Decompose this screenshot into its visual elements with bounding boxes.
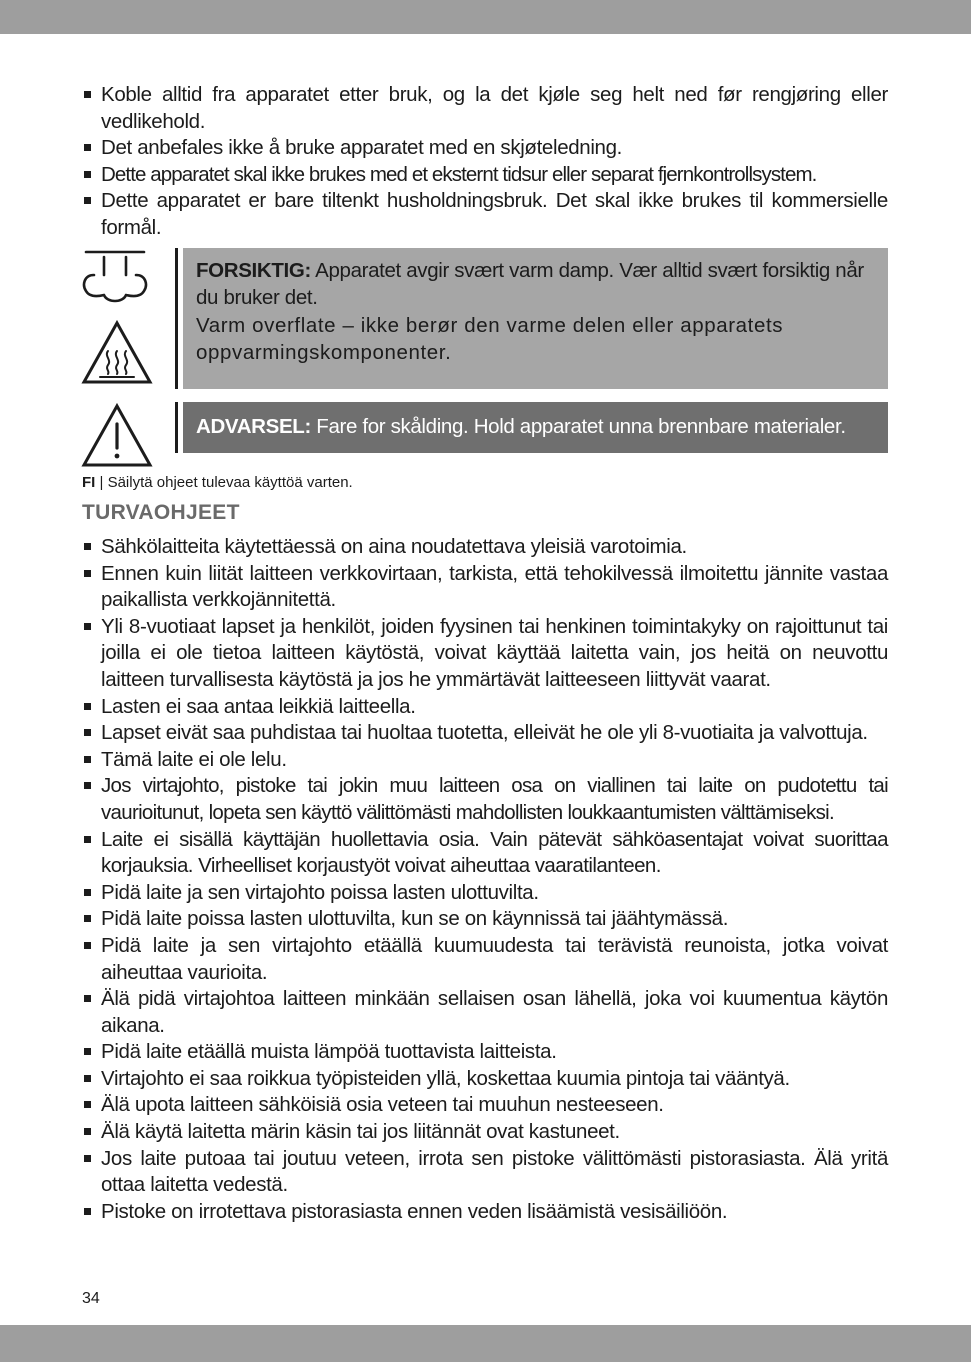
hot-surface-text: Varm overflate – ikke berør den varme delen eller apparatets oppvarmingskomponenter. [196, 314, 784, 364]
hot-steam-icon [80, 249, 150, 311]
finnish-safety-list [82, 534, 888, 1225]
list-item: Pidä laite poissa lasten ulottuvilta, kun se on käynnissä tai jäähtymässä. [82, 906, 888, 933]
hot-surface-warning-icon [80, 319, 154, 385]
list-item: Koble alltid fra apparatet etter bruk, og la det kjøle seg helt ned før rengjøring eller vedlikehold. [82, 82, 888, 135]
list-item: Jos laite putoaa tai joutuu veteen, irrota sen pistoke välittömästi pistorasiasta. Älä yritä ottaa laitetta vedestä. [82, 1146, 888, 1199]
language-code: FI [82, 474, 96, 491]
finnish-language-note [82, 473, 353, 493]
warning-divider-line [175, 402, 178, 453]
caution-text: Apparatet avgir svært varm damp. Vær alltid svært forsiktig når du bruker det. [196, 259, 864, 309]
page-number: 34 [82, 1290, 100, 1307]
list-item: Sähkölaitteita käytettäessä on aina noudatettava yleisiä varotoimia. [82, 534, 888, 561]
list-item: Pidä laite etäällä muista lämpöä tuottavista laitteista. [82, 1039, 888, 1066]
list-item: Lapset eivät saa puhdistaa tai huoltaa tuotetta, elleivät he ole yli 8-vuotiaita ja valvottuja. [82, 720, 888, 747]
list-item: Laite ei sisällä käyttäjän huollettavia osia. Vain pätevät sähköasentajat voivat suorittaa korjauksia. Virheelliset korjaustyöt voivat aiheuttaa vaaratilanteen. [82, 827, 888, 880]
list-item: Älä pidä virtajohtoa laitteen minkään sellaisen osan lähellä, joka voi kuumentua käytön aikana. [82, 986, 888, 1039]
list-item: Det anbefales ikke å bruke apparatet med en skjøteledning. [82, 135, 888, 162]
list-item: Ennen kuin liität laitteen verkkovirtaan, tarkista, että tehokilvessä ilmoitettu jännite vastaa paikallista verkkojännitettä. [82, 561, 888, 614]
list-item: Lasten ei saa antaa leikkiä laitteella. [82, 694, 888, 721]
caution-box [183, 248, 888, 389]
list-item: Virtajohto ei saa roikkua työpisteiden yllä, koskettaa kuumia pintoja tai vääntyä. [82, 1066, 888, 1093]
bottom-gray-band [0, 1325, 971, 1362]
list-item: Jos virtajohto, pistoke tai jokin muu laitteen osa on viallinen tai laite on pudotettu tai vaurioitunut, lopeta sen käyttö välittömästi mahdollisten loukkaantumisten välttämiseksi. [82, 773, 888, 826]
list-item: Pidä laite ja sen virtajohto etäällä kuumuudesta tai terävistä reunoista, jotka voivat aiheuttaa vaurioita. [82, 933, 888, 986]
norwegian-safety-list [82, 82, 888, 242]
exclamation-warning-icon [80, 402, 154, 468]
caution-paragraph [196, 258, 876, 311]
note-separator: | [95, 474, 108, 491]
warning-paragraph [196, 414, 876, 441]
list-item: Tämä laite ei ole lelu. [82, 747, 888, 774]
warning-box [183, 402, 888, 453]
list-item: Pistoke on irrotettava pistorasiasta ennen veden lisäämistä vesisäiliöön. [82, 1199, 888, 1226]
warning-label: ADVARSEL: [196, 415, 311, 438]
list-item: Yli 8-vuotiaat lapset ja henkilöt, joiden fyysinen tai henkinen toimintakyky on rajoittunut tai joilla ei ole tietoa laitteen käytöstä, voivat käyttää laitetta vain, jos heitä on neuvottu laitteen turvallisesta käytöstä ja jos he ymmärtävät laitteeseen liittyvät vaarat. [82, 614, 888, 694]
note-text: Säilytä ohjeet tulevaa käyttöä varten. [107, 474, 353, 491]
list-item: Älä upota laitteen sähköisiä osia veteen tai muuhun nesteeseen. [82, 1092, 888, 1119]
list-item: Älä käytä laitetta märin käsin tai jos liitännät ovat kastuneet. [82, 1119, 888, 1146]
section-title: TURVAOHJEET [82, 501, 240, 524]
list-item: Dette apparatet skal ikke brukes med et eksternt tidsur eller separat fjernkontrollsystem. [82, 162, 888, 189]
list-item: Dette apparatet er bare tiltenkt husholdningsbruk. Det skal ikke brukes til kommersielle formål. [82, 188, 888, 241]
caution-divider-line [175, 248, 178, 389]
list-item: Pidä laite ja sen virtajohto poissa lasten ulottuvilta. [82, 880, 888, 907]
warning-text: Fare for skålding. Hold apparatet unna brennbare materialer. [310, 415, 846, 438]
caution-label: FORSIKTIG: [196, 259, 311, 282]
top-gray-band [0, 0, 971, 34]
